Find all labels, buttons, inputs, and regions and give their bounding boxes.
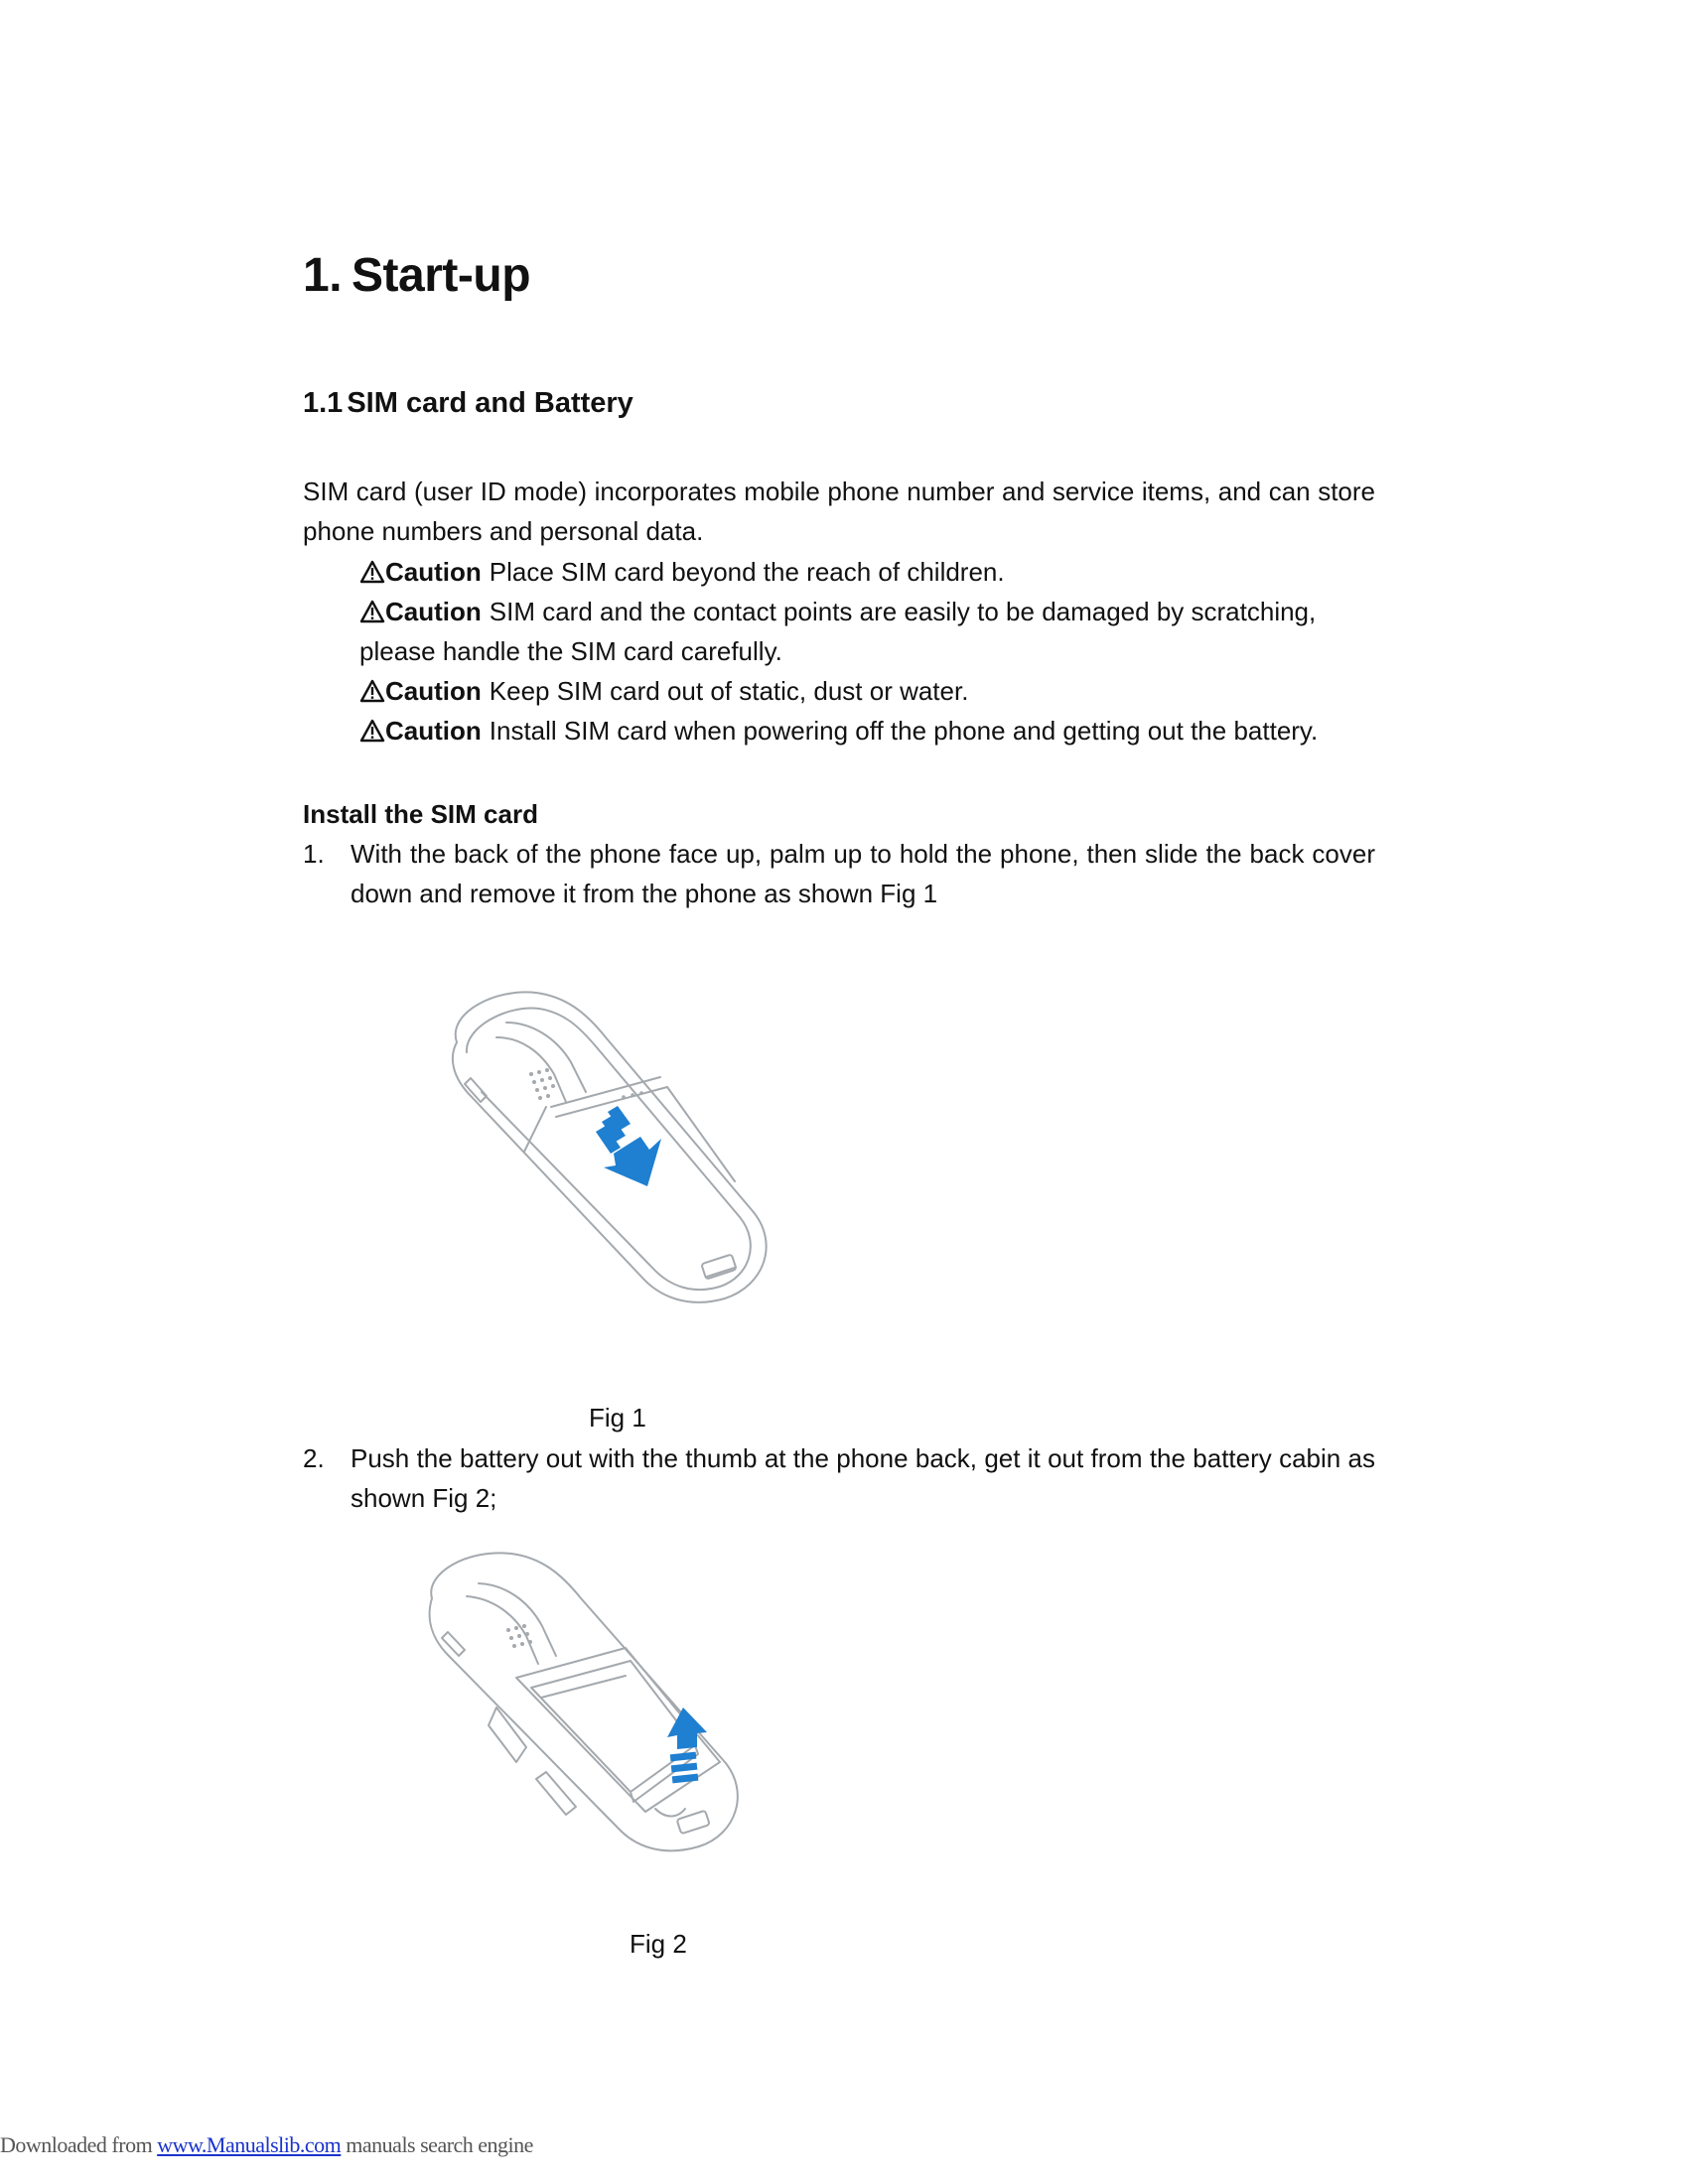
footer-prefix: Downloaded from <box>0 2132 158 2157</box>
step-text: With the back of the phone face up, palm up to hold the phone, then slide the back cover down and remove it from the phone as shown Fig 1 <box>351 839 1375 908</box>
install-heading: Install the SIM card <box>303 799 538 829</box>
chapter-heading <box>303 248 530 303</box>
caution-text: Install SIM card when powering off the phone and getting out the battery. <box>489 716 1319 746</box>
section-heading <box>303 387 633 420</box>
caution-list <box>359 552 1377 751</box>
caution-item <box>359 552 1377 592</box>
figure-caption: Fig 2 <box>630 1929 687 1959</box>
figure-caption: Fig 1 <box>589 1403 646 1433</box>
section-title: SIM card and Battery <box>347 387 633 419</box>
caution-label: Caution <box>385 557 482 587</box>
manualslib-link[interactable]: www.Manualslib.com <box>157 2132 342 2157</box>
section-number: 1.1 <box>303 387 344 419</box>
download-footer <box>0 2132 533 2158</box>
step-item <box>303 834 1375 913</box>
caution-text: Place SIM card beyond the reach of children. <box>489 557 1005 587</box>
caution-text: Keep SIM card out of static, dust or water. <box>489 676 969 706</box>
caution-item <box>359 711 1377 751</box>
footer-suffix: manuals search engine <box>341 2132 533 2157</box>
step-text: Push the battery out with the thumb at the phone back, get it out from the battery cabin as shown Fig 2; <box>351 1443 1375 1513</box>
warning-triangle-icon <box>359 671 385 711</box>
chapter-number: 1. <box>303 249 343 302</box>
intro-paragraph: SIM card (user ID mode) incorporates mobile phone number and service items, and can store phone numbers and personal data. <box>303 477 1375 546</box>
caution-label: Caution <box>385 597 482 626</box>
caution-text: SIM card and the contact points are easily to be damaged by scratching, <box>489 597 1317 626</box>
caution-continuation: please handle the SIM card carefully. <box>359 636 782 666</box>
step-number: 2. <box>303 1443 325 1473</box>
chapter-title: Start-up <box>352 249 531 302</box>
caution-label: Caution <box>385 716 482 746</box>
caution-item <box>359 592 1377 631</box>
phone-back-cover-slide-illustration <box>437 983 784 1310</box>
caution-item <box>359 671 1377 711</box>
step-number: 1. <box>303 839 325 869</box>
warning-triangle-icon <box>359 552 385 592</box>
warning-triangle-icon <box>359 711 385 751</box>
phone-battery-removal-illustration <box>417 1549 755 1866</box>
step-item <box>303 1438 1375 1518</box>
warning-triangle-icon <box>359 592 385 631</box>
caution-label: Caution <box>385 676 482 706</box>
